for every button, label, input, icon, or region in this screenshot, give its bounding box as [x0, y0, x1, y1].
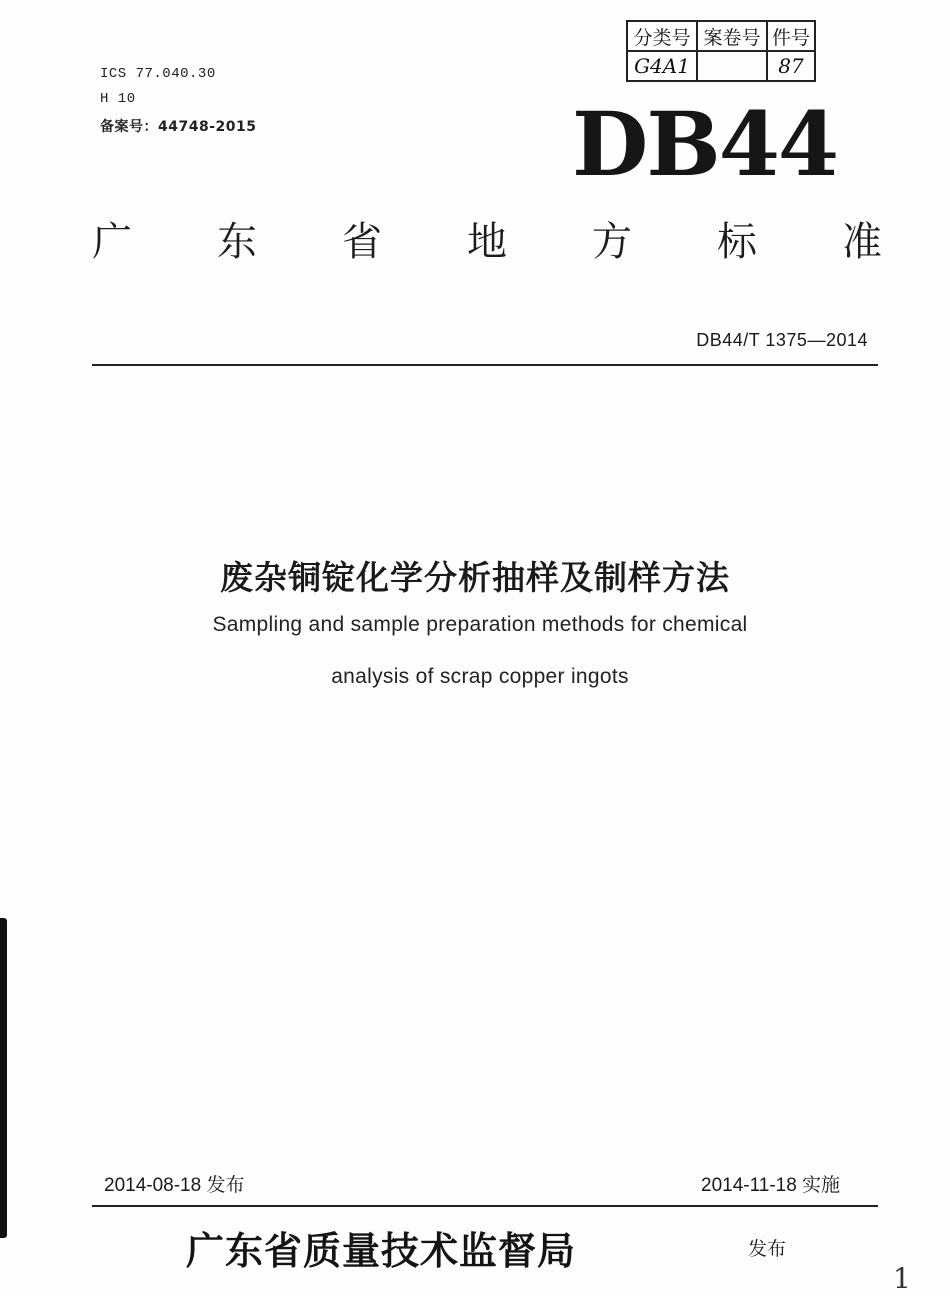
category-code: H 10	[100, 91, 136, 107]
standard-type-char: 标	[717, 219, 757, 265]
standard-type-char: 准	[842, 219, 882, 265]
page-number: 1	[893, 1262, 911, 1295]
stamp-value-file	[697, 51, 767, 81]
stamp-header-class: 分类号	[627, 21, 697, 51]
db44-logo: DB44	[572, 92, 838, 196]
standard-type-char: 东	[217, 219, 257, 265]
record-number	[100, 116, 256, 136]
standard-type-title	[92, 210, 882, 267]
record-value: 44748-2015	[158, 119, 257, 135]
document-title-english-line1: Sampling and sample preparation methods for chemical	[212, 613, 748, 636]
document-title-chinese: 废杂铜锭化学分析抽样及制样方法	[220, 558, 730, 597]
issue-date: 2014-08-18 发布	[104, 1175, 245, 1196]
stamp-value-class: G4A1	[627, 51, 697, 81]
publisher-name: 广东省质量技术监督局	[186, 1228, 577, 1273]
filing-stamp	[626, 20, 816, 82]
standard-number: DB44/T 1375—2014	[696, 330, 868, 350]
header-divider	[92, 364, 878, 366]
implementation-date: 2014-11-18 实施	[701, 1175, 841, 1196]
stamp-header-file: 案卷号	[697, 21, 767, 51]
record-label: 备案号：	[100, 119, 158, 135]
document-title-english-line2: analysis of scrap copper ingots	[331, 665, 629, 688]
standard-type-char: 方	[592, 219, 632, 265]
stamp-header-item: 件号	[767, 21, 815, 51]
stamp-header-row	[627, 21, 815, 51]
publisher-action: 发布	[748, 1238, 787, 1260]
standard-type-char: 广	[92, 219, 132, 265]
footer-divider	[92, 1205, 878, 1207]
standard-type-char: 省	[342, 219, 382, 265]
stamp-value-item: 87	[767, 51, 815, 81]
standard-type-char: 地	[467, 219, 507, 265]
ics-code: ICS 77.040.30	[100, 66, 216, 82]
stamp-value-row	[627, 51, 815, 81]
scan-edge-shadow	[0, 918, 7, 1238]
